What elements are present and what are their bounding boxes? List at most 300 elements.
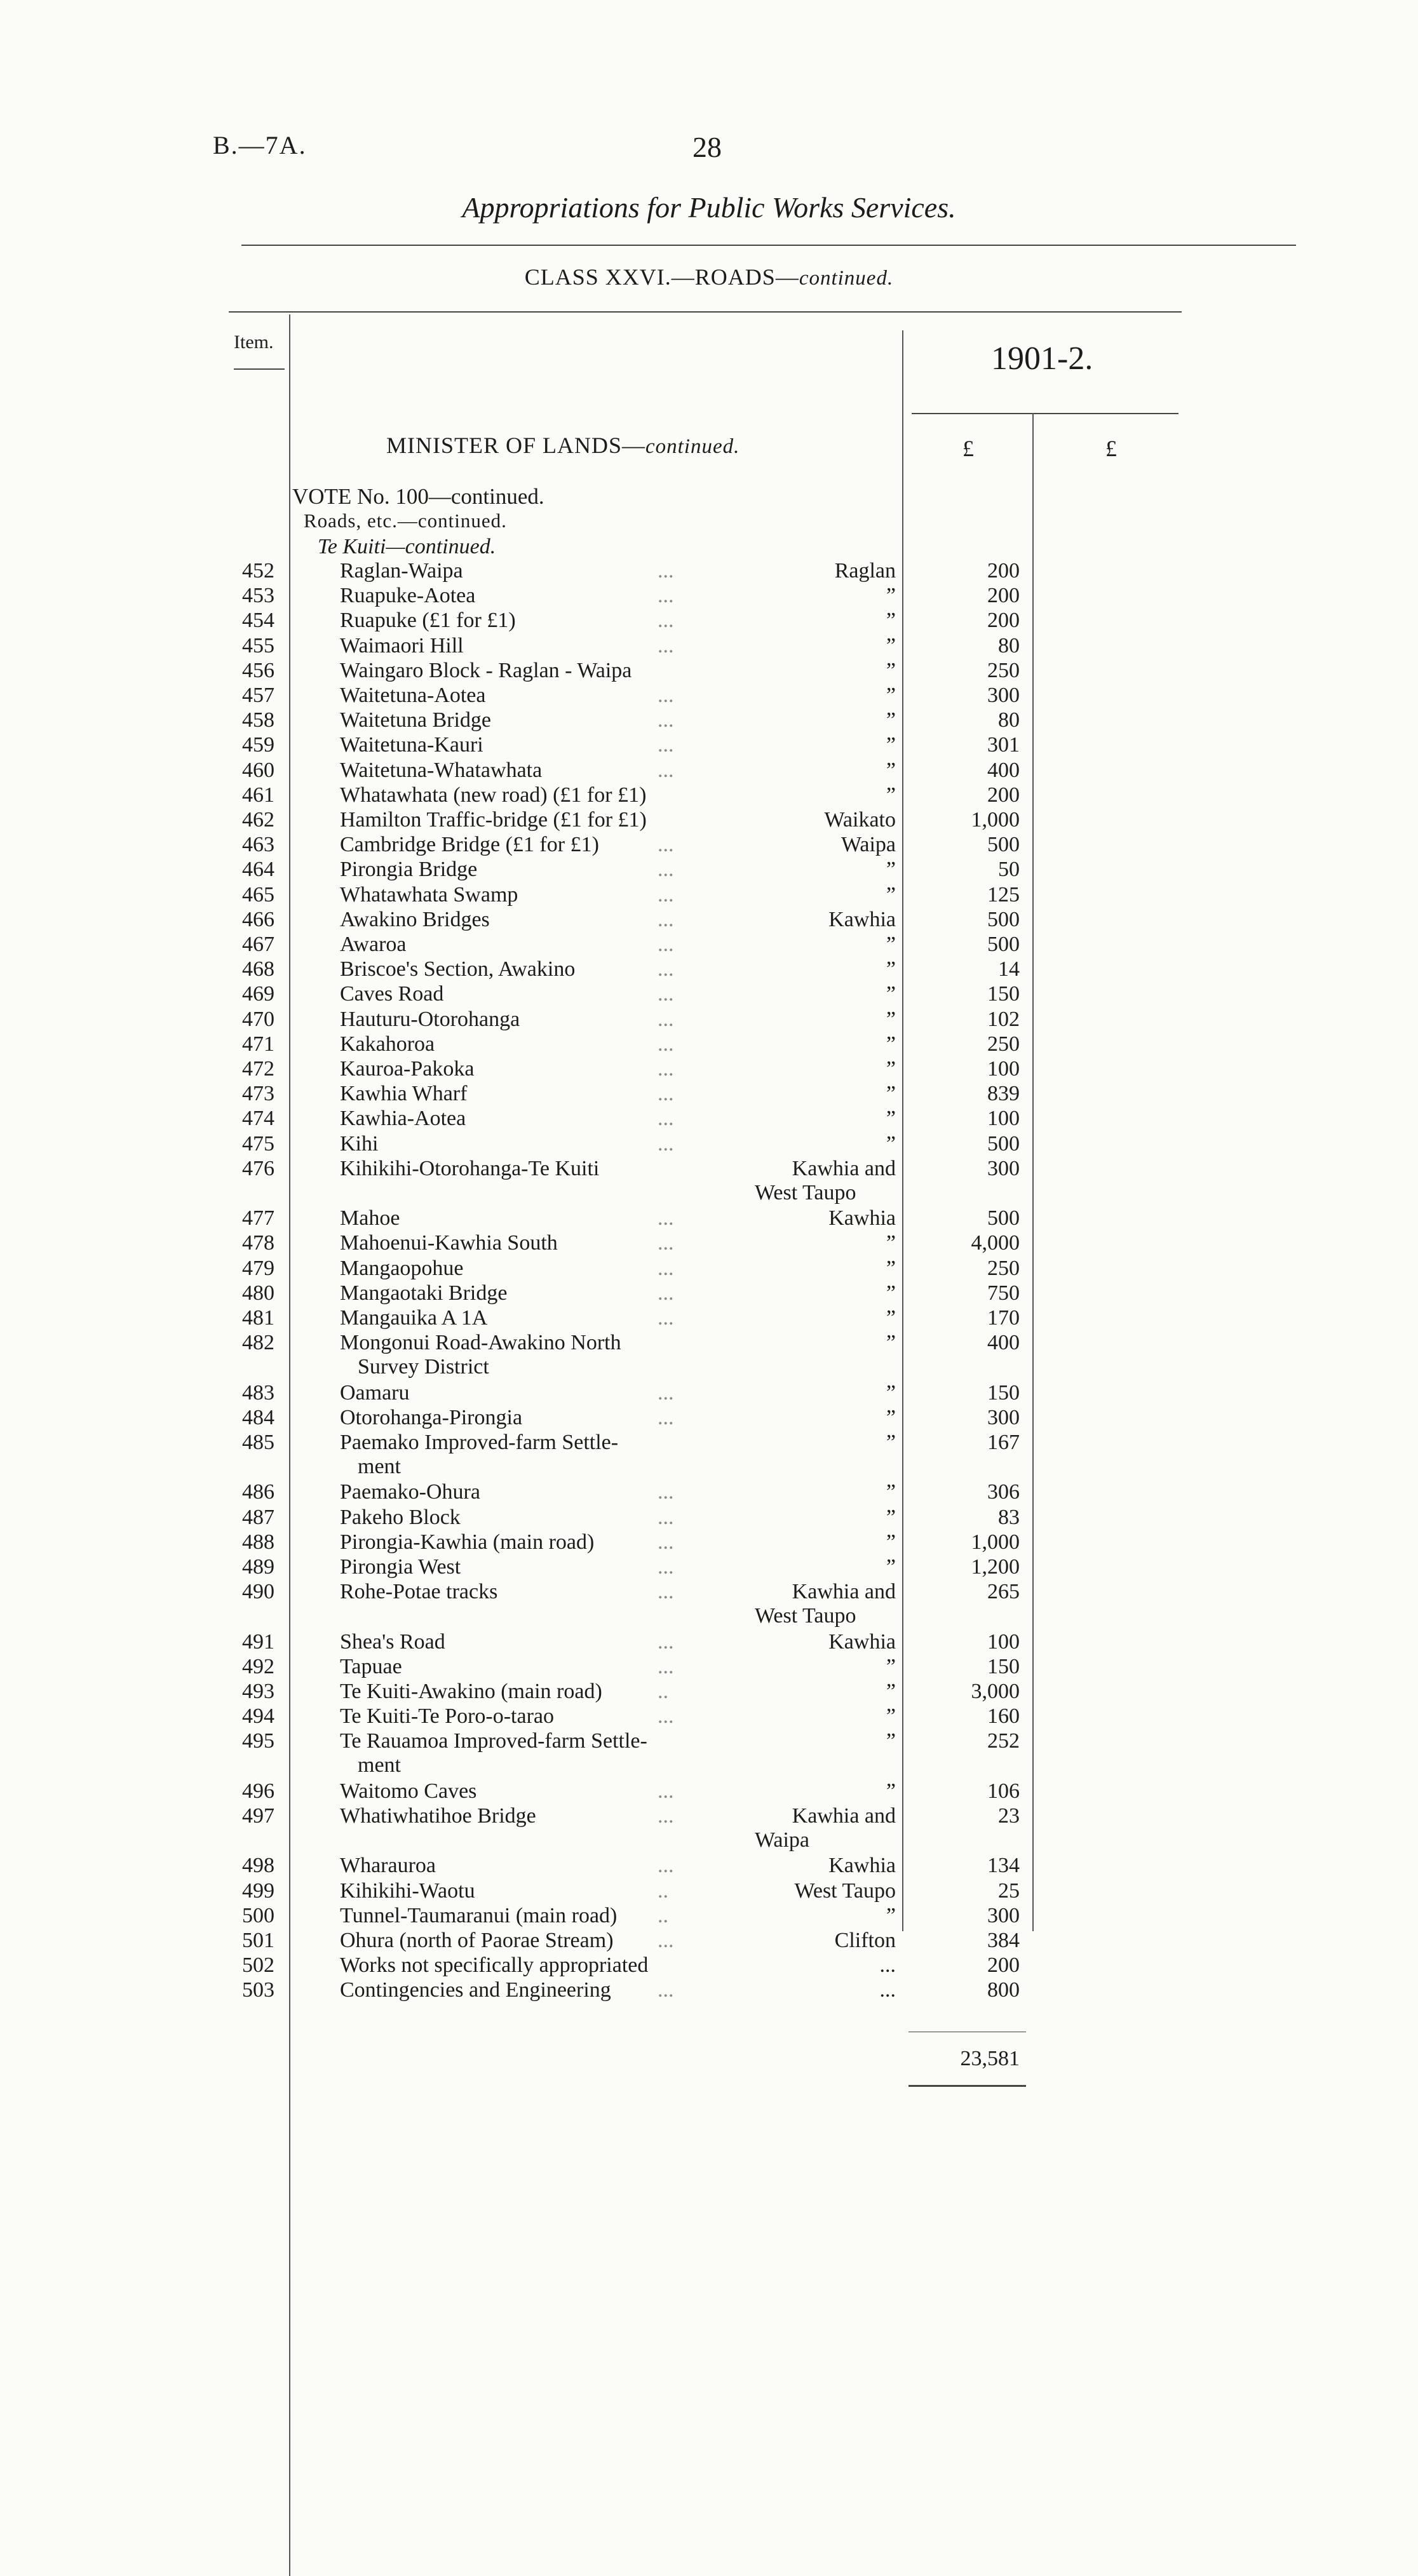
item-name-text: Waitetuna-Whatawhata: [340, 758, 543, 782]
item-name-continuation: Survey District: [358, 1355, 489, 1379]
item-name: [340, 609, 727, 633]
item-number: 465: [242, 882, 274, 907]
electoral-district: [743, 933, 896, 957]
item-amount: 200: [987, 609, 1020, 633]
district-text: ”: [886, 882, 896, 907]
item-name: [340, 1132, 727, 1156]
item-column-divider: [289, 314, 290, 2576]
electoral-district: [743, 1929, 896, 1953]
item-number: 475: [242, 1131, 274, 1156]
leader-dots: ...: [658, 907, 674, 931]
item-amount: 83: [998, 1505, 1020, 1529]
leader-dots: ...: [658, 1206, 674, 1231]
district-text: ”: [886, 1654, 896, 1678]
district-text: ”: [886, 658, 896, 682]
item-number: 466: [242, 907, 274, 931]
district-text: ”: [886, 609, 896, 633]
header-rule: [229, 311, 1182, 313]
electoral-district: [743, 1978, 896, 2002]
leader-dots: ...: [658, 1854, 674, 1878]
district-text: Clifton: [834, 1929, 896, 1952]
item-number: 470: [242, 1007, 274, 1031]
item-amount: 50: [998, 858, 1020, 882]
item-amount: 150: [987, 1380, 1020, 1405]
district-text: ”: [886, 1131, 896, 1156]
item-name-text: Waitomo Caves: [340, 1779, 477, 1803]
item-name-text: Raglan-Waipa: [340, 559, 463, 583]
district-text: ”: [886, 1405, 896, 1429]
year-header-rule: [912, 413, 1178, 414]
leader-dots: ...: [658, 1306, 674, 1330]
electoral-district: [743, 659, 896, 683]
leader-dots: ...: [658, 1231, 674, 1255]
item-number: 476: [242, 1156, 274, 1180]
item-amount: 384: [987, 1929, 1020, 1952]
item-header-rule: [234, 368, 285, 370]
item-name: [340, 1480, 727, 1504]
leader-dots: ...: [658, 1131, 674, 1156]
electoral-district: [743, 1879, 896, 1903]
item-number: 460: [242, 758, 274, 782]
item-number: 494: [242, 1704, 274, 1729]
electoral-district: [743, 1729, 896, 1753]
item-name-text: Paemako-Ohura: [340, 1480, 480, 1504]
electoral-district: [743, 1206, 896, 1231]
electoral-district: [743, 1008, 896, 1032]
item-number: 480: [242, 1281, 274, 1305]
item-name-text: Rohe-Potae tracks: [340, 1580, 498, 1604]
item-amount: 200: [987, 584, 1020, 608]
item-number: 485: [242, 1431, 274, 1454]
item-name-text: Kawhia Wharf: [340, 1082, 468, 1106]
item-number: 491: [242, 1629, 274, 1654]
electoral-district: [743, 1630, 896, 1654]
item-name: [340, 584, 727, 608]
item-number: 488: [242, 1530, 274, 1554]
item-number: 468: [242, 957, 274, 981]
item-name-text: Kihikihi-Otorohanga-Te Kuiti: [340, 1156, 600, 1180]
item-name: [340, 933, 727, 957]
item-name: [340, 1854, 727, 1878]
electoral-district: [743, 1107, 896, 1131]
leader-dots: ...: [658, 1082, 674, 1106]
electoral-district: [743, 684, 896, 708]
district-text: ”: [886, 1530, 896, 1554]
minister-continued: continued.: [645, 435, 740, 458]
electoral-district: [743, 1281, 896, 1305]
electoral-district: [743, 1854, 896, 1878]
electoral-district: [743, 1331, 896, 1355]
leader-dots: ...: [658, 1505, 674, 1529]
district-text: ”: [886, 733, 896, 757]
district-text: Kawhia and: [792, 1156, 896, 1180]
item-number: 497: [242, 1804, 274, 1828]
leader-dots: ..: [658, 1680, 668, 1703]
item-name: [340, 982, 727, 1006]
item-amount: 200: [987, 559, 1020, 583]
item-number: 486: [242, 1480, 274, 1504]
electoral-district: [743, 1680, 896, 1704]
item-amount: 400: [987, 1331, 1020, 1355]
district-text: Kawhia: [828, 1854, 896, 1878]
leader-dots: ...: [658, 1057, 674, 1081]
item-amount: 23: [998, 1804, 1020, 1828]
item-name: [340, 733, 727, 757]
item-name-text: Te Kuiti-Awakino (main road): [340, 1680, 602, 1703]
item-number: 456: [242, 658, 274, 682]
minister-label: MINISTER OF LANDS—: [386, 433, 646, 458]
electoral-district: [743, 1431, 896, 1455]
item-number: 461: [242, 783, 274, 807]
district-text: Kawhia and: [792, 1580, 896, 1604]
item-number: 459: [242, 733, 274, 757]
item-name-text: Tapuae: [340, 1654, 402, 1678]
item-name: [340, 1431, 727, 1479]
item-name-text: Waimaori Hill: [340, 633, 464, 657]
item-number: 457: [242, 684, 274, 707]
leader-dots: ...: [658, 1704, 674, 1729]
item-name: [340, 1406, 727, 1430]
item-name: [340, 684, 727, 708]
electoral-district: [743, 1032, 896, 1056]
item-number: 467: [242, 933, 274, 956]
item-number: 458: [242, 708, 274, 732]
electoral-district: [743, 808, 896, 832]
total-rule-bottom: [908, 2085, 1026, 2087]
item-number: 484: [242, 1405, 274, 1429]
leader-dots: ...: [658, 733, 674, 757]
item-name-text: Whatawhata Swamp: [340, 882, 518, 907]
leader-dots: ...: [658, 708, 674, 732]
electoral-district: [743, 1555, 896, 1579]
district-text: Waipa: [841, 833, 896, 857]
district-text: ”: [886, 1331, 896, 1355]
item-amount: 4,000: [971, 1231, 1020, 1255]
item-amount: 400: [987, 758, 1020, 782]
item-number: 471: [242, 1032, 274, 1056]
item-amount: 500: [987, 833, 1020, 857]
leader-dots: ...: [658, 1629, 674, 1654]
item-name: [340, 1082, 727, 1106]
item-amount: 265: [987, 1580, 1020, 1604]
item-name-text: Paemako Improved-farm Settle-: [340, 1431, 619, 1454]
item-amount: 170: [987, 1306, 1020, 1330]
item-name-text: Pakeho Block: [340, 1505, 461, 1529]
item-name-text: Te Rauamoa Improved-farm Settle-: [340, 1729, 647, 1753]
district-text: Kawhia: [828, 1206, 896, 1231]
district-text: ”: [886, 1007, 896, 1031]
item-name-text: Whatiwhatihoe Bridge: [340, 1804, 536, 1828]
item-amount: 80: [998, 633, 1020, 657]
item-name-text: Kauroa-Pakoka: [340, 1057, 475, 1081]
item-name-text: Waitetuna-Aotea: [340, 684, 486, 707]
district-text: ”: [886, 584, 896, 608]
item-number: 498: [242, 1854, 274, 1878]
leader-dots: ...: [658, 1281, 674, 1305]
item-name-text: Ohura (north of Paorae Stream): [340, 1929, 614, 1952]
district-text: ”: [886, 1231, 896, 1255]
item-amount: 1,200: [971, 1555, 1020, 1579]
item-number: 478: [242, 1231, 274, 1255]
district-text: ”: [886, 1082, 896, 1106]
class-title: CLASS XXVI.—ROADS—: [524, 264, 799, 290]
item-number: 483: [242, 1380, 274, 1405]
item-name-text: Whatawhata (new road) (£1 for £1): [340, 783, 647, 807]
item-name-text: Cambridge Bridge (£1 for £1): [340, 833, 599, 857]
item-amount: 300: [987, 1405, 1020, 1429]
item-name: [340, 1107, 727, 1131]
electoral-district: [743, 1057, 896, 1081]
electoral-district: [743, 1655, 896, 1679]
item-name-text: Waitetuna-Kauri: [340, 733, 483, 757]
item-name-text: Pirongia-Kawhia (main road): [340, 1530, 595, 1554]
item-amount: 3,000: [971, 1680, 1020, 1703]
item-name: [340, 1008, 727, 1032]
leader-dots: ..: [658, 1903, 668, 1927]
item-name-text: Hamilton Traffic-bridge (£1 for £1): [340, 808, 647, 832]
item-number: 503: [242, 1978, 274, 2002]
district-text: ”: [886, 783, 896, 807]
district-text: Kawhia: [828, 1629, 896, 1654]
item-number: 502: [242, 1953, 274, 1978]
electoral-district: [743, 883, 896, 907]
page-title: Appropriations for Public Works Services.: [462, 191, 956, 224]
leader-dots: ...: [658, 1779, 674, 1803]
item-amount: 102: [987, 1007, 1020, 1031]
item-name-text: Hauturu-Otorohanga: [340, 1007, 520, 1031]
item-number: 462: [242, 808, 274, 832]
item-number: 481: [242, 1306, 274, 1330]
electoral-district: [743, 1406, 896, 1430]
leader-dots: ...: [658, 1580, 674, 1604]
leader-dots: ...: [658, 584, 674, 608]
item-number: 499: [242, 1878, 274, 1903]
district-text: ”: [886, 1779, 896, 1803]
leader-dots: ...: [658, 758, 674, 782]
item-amount: 250: [987, 1256, 1020, 1280]
item-name-text: Oamaru: [340, 1380, 410, 1405]
grand-total: 23,581: [960, 2047, 1020, 2070]
item-name: [340, 759, 727, 783]
item-number: 477: [242, 1206, 274, 1231]
leader-dots: ...: [658, 1480, 674, 1504]
item-number: 463: [242, 833, 274, 857]
item-name: [340, 1580, 727, 1604]
item-amount: 200: [987, 783, 1020, 807]
item-name: [340, 1032, 727, 1056]
item-number: 464: [242, 858, 274, 882]
electoral-district: [743, 733, 896, 757]
electoral-district: [743, 1704, 896, 1729]
item-amount: 80: [998, 708, 1020, 732]
item-name: [340, 1306, 727, 1330]
leader-dots: ...: [658, 982, 674, 1006]
electoral-district: [743, 1779, 896, 1804]
electoral-district: [743, 957, 896, 981]
electoral-district: [743, 833, 896, 857]
item-number: 490: [242, 1580, 274, 1604]
item-name-text: Mangauika A 1A: [340, 1306, 488, 1330]
item-number: 469: [242, 982, 274, 1006]
item-name: [340, 1506, 727, 1530]
electoral-district: [743, 708, 896, 732]
district-text: ”: [886, 1107, 896, 1131]
item-name: [340, 559, 727, 583]
item-amount: 160: [987, 1704, 1020, 1729]
leader-dots: ...: [658, 933, 674, 956]
district-text: ”: [886, 633, 896, 657]
item-name-continuation: ment: [358, 1455, 401, 1478]
item-name-text: Contingencies and Engineering: [340, 1978, 611, 2002]
electoral-district: [743, 1506, 896, 1530]
title-rule: [241, 245, 1296, 246]
electoral-district: [743, 759, 896, 783]
item-name: [340, 1231, 727, 1255]
item-amount: 500: [987, 1206, 1020, 1231]
item-amount: 100: [987, 1107, 1020, 1131]
electoral-district: [743, 1904, 896, 1928]
item-amount: 125: [987, 882, 1020, 907]
leader-dots: ...: [658, 957, 674, 981]
leader-dots: ...: [658, 1654, 674, 1678]
leader-dots: ...: [658, 1380, 674, 1405]
item-name: [340, 808, 727, 832]
electoral-district: [743, 559, 896, 583]
district-text: ...: [879, 1953, 896, 1978]
item-name-text: Waitetuna Bridge: [340, 708, 492, 732]
electoral-district: [743, 1580, 896, 1628]
item-name: [340, 1655, 727, 1679]
district-column-divider: [902, 330, 903, 1931]
district-text: ”: [886, 1480, 896, 1504]
item-name: [340, 1157, 727, 1181]
item-number: 482: [242, 1331, 274, 1355]
district-text: Waikato: [824, 808, 896, 832]
item-amount: 839: [987, 1082, 1020, 1106]
electoral-district: [743, 1381, 896, 1405]
item-number: 453: [242, 584, 274, 608]
item-number: 495: [242, 1729, 274, 1753]
district-text: ”: [886, 1306, 896, 1330]
item-name-text: Kawhia-Aotea: [340, 1107, 466, 1131]
item-name: [340, 1331, 727, 1379]
item-name: [340, 1530, 727, 1554]
item-amount: 300: [987, 684, 1020, 707]
leader-dots: ...: [658, 633, 674, 657]
page-reference: B.—7A.: [213, 131, 307, 159]
item-number: 489: [242, 1555, 274, 1579]
item-name: [340, 1929, 727, 1953]
item-amount: 14: [998, 957, 1020, 981]
item-number: 492: [242, 1654, 274, 1678]
item-amount: 306: [987, 1480, 1020, 1504]
district-text: ”: [886, 684, 896, 707]
item-number: 479: [242, 1256, 274, 1280]
district-text: ”: [886, 1256, 896, 1280]
item-name: [340, 1281, 727, 1305]
item-name: [340, 1804, 727, 1828]
item-amount: 252: [987, 1729, 1020, 1753]
item-name-text: Pirongia Bridge: [340, 858, 478, 882]
leader-dots: ...: [658, 1405, 674, 1429]
item-name-text: Mangaopohue: [340, 1256, 464, 1280]
item-name-text: Ruapuke-Aotea: [340, 584, 476, 608]
item-name: [340, 1978, 727, 2002]
item-name: [340, 1381, 727, 1405]
district-text: ”: [886, 858, 896, 882]
class-continued: continued.: [799, 267, 894, 290]
item-amount: 1,000: [971, 808, 1020, 832]
item-name: [340, 833, 727, 857]
item-name: [340, 1630, 727, 1654]
item-amount: 500: [987, 1131, 1020, 1156]
leader-dots: ...: [658, 1804, 674, 1828]
district-continuation: West Taupo: [755, 1180, 856, 1204]
item-name: [340, 883, 727, 907]
item-column-header: Item.: [234, 332, 274, 353]
district-text: ”: [886, 933, 896, 956]
leader-dots: ...: [658, 1032, 674, 1056]
leader-dots: ...: [658, 1555, 674, 1579]
item-amount: 167: [987, 1431, 1020, 1454]
item-amount: 100: [987, 1629, 1020, 1654]
electoral-district: [743, 634, 896, 658]
item-name-text: Kihi: [340, 1131, 379, 1156]
electoral-district: [743, 584, 896, 608]
item-amount: 300: [987, 1156, 1020, 1180]
leader-dots: ..: [658, 1878, 668, 1903]
item-name-text: Briscoe's Section, Awakino: [340, 957, 576, 981]
electoral-district: [743, 1157, 896, 1205]
district-text: West Taupo: [794, 1878, 896, 1903]
item-amount: 150: [987, 1654, 1020, 1678]
leader-dots: ...: [658, 1530, 674, 1554]
item-name-text: Mahoe: [340, 1206, 400, 1231]
electoral-district: [743, 609, 896, 633]
item-name: [340, 908, 727, 932]
district-text: Kawhia: [828, 907, 896, 931]
pound-header-b: £: [1105, 436, 1117, 461]
page-number: 28: [692, 131, 722, 163]
item-name-text: Awaroa: [340, 933, 407, 956]
class-heading: [0, 264, 1418, 290]
district-text: ”: [886, 1380, 896, 1405]
item-number: 454: [242, 609, 274, 633]
item-amount: 250: [987, 658, 1020, 682]
leader-dots: ...: [658, 882, 674, 907]
item-amount: 25: [998, 1878, 1020, 1903]
leader-dots: ...: [658, 1929, 674, 1952]
item-number: 452: [242, 559, 274, 583]
leader-dots: ...: [658, 858, 674, 882]
item-name: [340, 659, 727, 683]
electoral-district: [743, 1530, 896, 1554]
item-name-text: Works not specifically appropriated: [340, 1953, 649, 1978]
item-name-text: Tunnel-Taumaranui (main road): [340, 1903, 618, 1927]
district-text: ...: [879, 1978, 896, 2002]
district-continuation: Waipa: [755, 1828, 809, 1852]
electoral-district: [743, 1257, 896, 1281]
pound-header-a: £: [962, 436, 974, 461]
item-amount: 150: [987, 982, 1020, 1006]
item-name: [340, 634, 727, 658]
year-column-header: 1901-2.: [991, 341, 1093, 377]
item-name-text: Kihikihi-Waotu: [340, 1878, 475, 1903]
item-number: 473: [242, 1082, 274, 1106]
leader-dots: ...: [658, 684, 674, 707]
item-amount: 500: [987, 933, 1020, 956]
district-continuation: West Taupo: [755, 1604, 856, 1628]
